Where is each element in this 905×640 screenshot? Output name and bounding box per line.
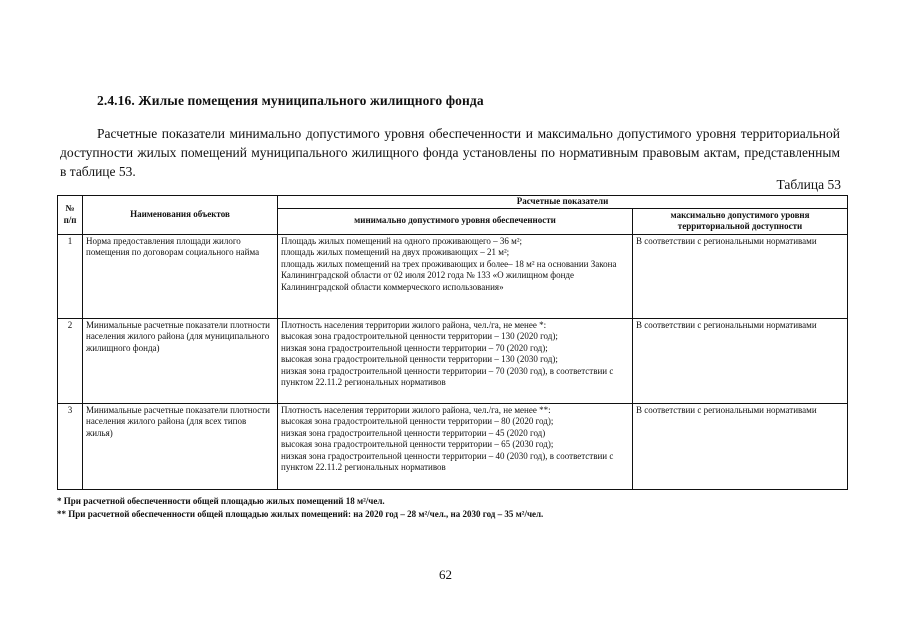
footnote: * При расчетной обеспеченности общей площадью жилых помещений 18 м²/чел.: [57, 496, 385, 506]
row-object-name: Минимальные расчетные показатели плотности населения жилого района (для муниципального жилищного фонда): [83, 318, 278, 403]
min-line: Плотность населения территории жилого района, чел./га, не менее **:: [281, 404, 551, 415]
table-row: [58, 234, 848, 318]
header-name: Наименования объектов: [83, 196, 278, 235]
min-line: высокая зона градостроительной ценности территории – 80 (2020 год);: [281, 416, 554, 426]
header-min: минимально допустимого уровня обеспеченности: [278, 208, 633, 234]
intro-paragraph: Расчетные показатели минимально допустимого уровня обеспеченности и максимально допустимого уровня территориальной доступности жилых помещений муниципального жилищного фонда установлены по нормативным правовым актам, представленным в таблице 53.: [60, 126, 840, 179]
header-group: Расчетные показатели: [278, 196, 848, 209]
row-max-value: В соответствии с региональными нормативами: [633, 234, 848, 318]
page-number: 62: [439, 567, 452, 582]
min-line: высокая зона градостроительной ценности территории – 130 (2020 год);: [281, 331, 558, 341]
row-number: 2: [58, 318, 83, 403]
row-min-value: [278, 403, 633, 489]
min-line: площадь жилых помещений на двух проживающих – 21 м²;: [281, 247, 510, 257]
table-caption: Таблица 53: [776, 177, 841, 192]
row-min-value: [278, 318, 633, 403]
min-line: высокая зона градостроительной ценности территории – 65 (2030 год);: [281, 439, 554, 449]
row-max-value: В соответствии с региональными нормативами: [633, 403, 848, 489]
row-number: 3: [58, 403, 83, 489]
min-line: низкая зона градостроительной ценности территории – 70 (2020 год);: [281, 342, 548, 353]
min-line: Плотность населения территории жилого района, чел./га, не менее *:: [281, 319, 547, 330]
min-line: Площадь жилых помещений на одного проживающего – 36 м²;: [281, 235, 523, 246]
row-number: 1: [58, 234, 83, 318]
min-line: низкая зона градостроительной ценности территории – 70 (2030 год), в соответствии с пунктом 22.11.2 региональных нормативов: [281, 365, 614, 387]
section-heading: 2.4.16. Жилые помещения муниципального жилищного фонда: [97, 93, 484, 108]
min-line: площадь жилых помещений на трех проживающих и более– 18 м² на основании Закона Калининградской области от 02 июля 2012 года № 133 «О жилищном фонде Калининградской области коммерческого использования»: [281, 258, 617, 292]
row-object-name: Минимальные расчетные показатели плотности населения жилого района (для всех типов жилья): [83, 403, 278, 489]
header-no: № п/п: [58, 196, 83, 235]
table-header-row: [58, 196, 848, 209]
footnote: ** При расчетной обеспеченности общей площадью жилых помещений: на 2020 год – 28 м²/чел., на 2030 год – 35 м²/чел.: [57, 509, 544, 519]
indicators-table: [57, 195, 848, 490]
row-max-value: В соответствии с региональными нормативами: [633, 318, 848, 403]
row-object-name: Норма предоставления площади жилого помещения по договорам социального найма: [83, 234, 278, 318]
min-line: высокая зона градостроительной ценности территории – 130 (2030 год);: [281, 354, 558, 364]
table-row: [58, 318, 848, 403]
table-row: [58, 403, 848, 489]
row-min-value: [278, 234, 633, 318]
min-line: низкая зона градостроительной ценности территории – 45 (2020 год): [281, 427, 546, 438]
header-max: максимально допустимого уровня территориальной доступности: [633, 208, 848, 234]
min-line: низкая зона градостроительной ценности территории – 40 (2030 год), в соответствии с пунктом 22.11.2 региональных нормативов: [281, 450, 614, 472]
